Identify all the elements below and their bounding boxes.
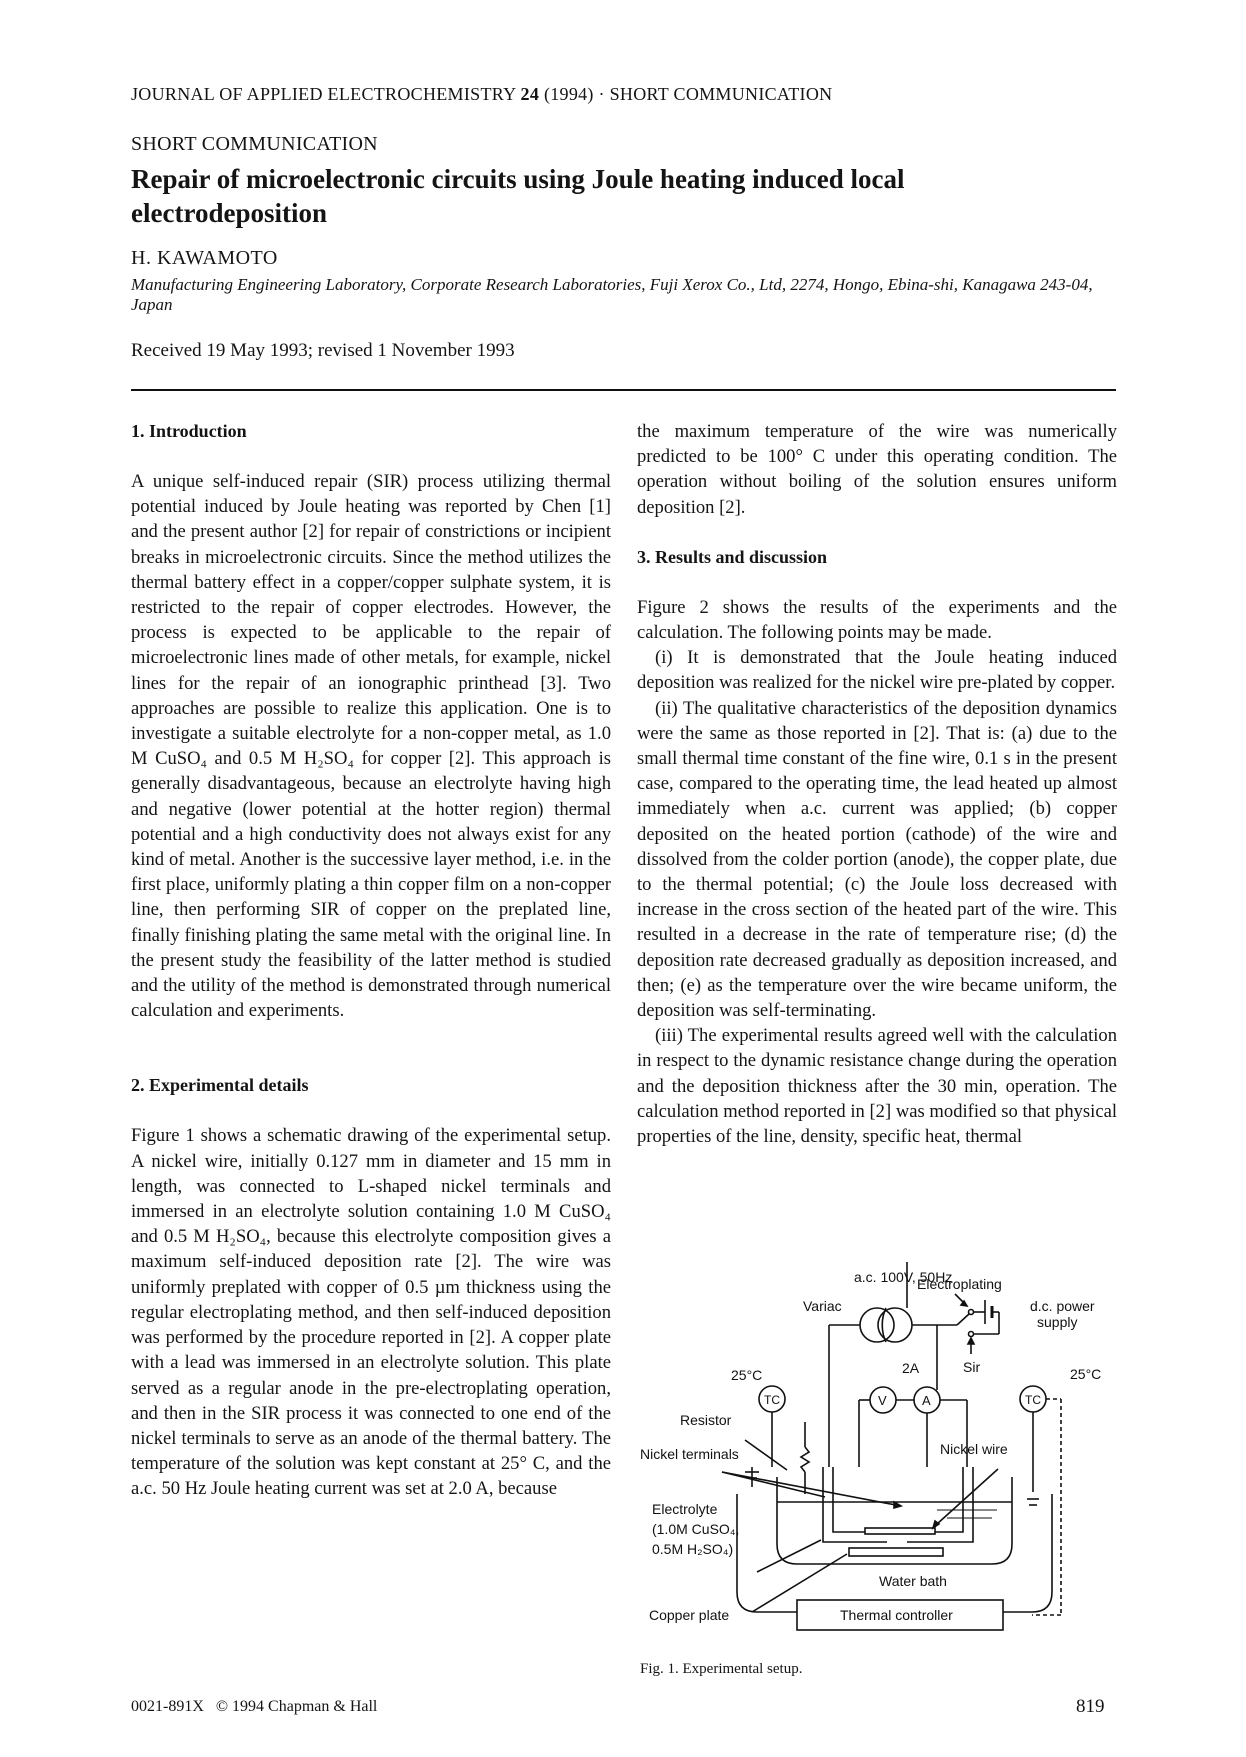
voltmeter-label: V	[878, 1393, 887, 1408]
nickel-wire-label: Nickel wire	[940, 1441, 1008, 1457]
author-affiliation: Manufacturing Engineering Laboratory, Corporate Research Laboratories, Fuji Xerox Co., Ltd, 2274, Hongo, Ebina-shi, Kanagawa 243-04, Japan	[131, 275, 1093, 314]
results-paragraph-1: Figure 2 shows the results of the experiments and the calculation. The following points may be made.	[637, 596, 1117, 644]
page-number: 819	[1076, 1696, 1105, 1717]
journal-name: JOURNAL OF APPLIED ELECTROCHEMISTRY	[131, 84, 516, 104]
header-divider	[131, 389, 1116, 391]
experimental-heading: 2. Experimental details	[131, 1075, 309, 1096]
article-type-label: SHORT COMMUNICATION	[131, 133, 378, 155]
results-paragraph-4: (iii) The experimental results agreed well with the calculation in respect to the dynamic resistance change during the operation and the deposition thickness after the 30 min, operation. The calculation method reported in [2] was modified so that physical properties of the line, density, specific heat, thermal	[637, 1025, 1117, 1148]
electrolyte-label-line3: 0.5M H₂SO₄)	[652, 1541, 734, 1557]
variac-coil-right	[878, 1308, 912, 1342]
copper-plate-label: Copper plate	[649, 1607, 730, 1623]
experimental-paragraph-continued: the maximum temperature of the wire was numerically predicted to be 100° C under this operating condition. The operation without boiling of the solution ensures uniform deposition [2].	[637, 421, 1117, 518]
left-column	[131, 419, 611, 1502]
author-name: H. KAWAMOTO	[131, 247, 278, 269]
issn-code: 0021-891X	[131, 1698, 204, 1715]
thermal-controller-label: Thermal controller	[840, 1607, 953, 1623]
intro-heading: 1. Introduction	[131, 421, 247, 441]
intro-paragraph: A unique self-induced repair (SIR) process utilizing thermal potential induced by Joule heating was reported by Chen [1] and the present author [2] for repair of constrictions or incipient breaks in microelectronic circuits. Since the method utilizes the thermal battery effect in a copper/copper sulphate system, it is restricted to the repair of copper electrodes. However, the process is expected to be applicable to the repair of microelectronic lines made of other metals, for example, nickel lines for the repair of an ionographic printhead [3]. Two approaches are possible to realize this application. One is to investigate a suitable electrolyte for a non-copper metal, as 1.0 M CuSO₄ and 0.5 M H₂SO₄ for copper [2]. This approach is generally disadvantageous, because an electrolyte having high and negative (lower potential at the hotter region) thermal potential and a high conductivity does not always exist for any kind of metal. Another is the successive layer method, i.e. in the first place, uniformly plating a thin copper film on a non-copper line, then performing SIR of copper on the preplated line, finally finishing plating the same metal with the original line. In the present study the feasibility of the latter method is studied and the utility of the method is demonstrated through numerical calculation and experiments.	[131, 471, 611, 1022]
dc-supply-label-line2: supply	[1037, 1314, 1078, 1330]
resistor-label: Resistor	[680, 1412, 732, 1428]
article-title: Repair of microelectronic circuits using Joule heating induced local electrodeposition	[131, 164, 905, 228]
received-dates: Received 19 May 1993; revised 1 November 1993	[131, 340, 515, 361]
current-label: 2A	[902, 1360, 920, 1376]
temp-left-label: 25°C	[731, 1367, 763, 1383]
nickel-terminals-label: Nickel terminals	[640, 1446, 739, 1462]
ammeter-label: A	[922, 1393, 931, 1408]
temp-right-label: 25°C	[1070, 1366, 1102, 1382]
electroplating-label: Electroplating	[917, 1276, 1002, 1292]
tc-left-label: TC	[764, 1393, 780, 1407]
results-heading: 3. Results and discussion	[637, 546, 828, 567]
variac-label: Variac	[803, 1298, 842, 1314]
ac-supply-label: a.c. 100V, 50Hz	[854, 1269, 953, 1285]
electrolyte-label-line1: Electrolyte	[652, 1501, 718, 1517]
results-paragraph-2: (i) It is demonstrated that the Joule heating induced deposition was realized for the nickel wire pre-plated by copper.	[637, 647, 1117, 694]
results-paragraph-3: (ii) The qualitative characteristics of the deposition dynamics were the same as those reported in [2]. That is: (a) due to the small thermal time constant of the fine wire, 0.1 s in the present case, compared to the operating time, the lead heated up almost immediately when a.c. current was applied; (b) copper deposited on the heated portion (cathode) of the wire and dissolved from the colder portion (anode), the copper plate, due to the thermal potential; (c) the Joule loss decreased with increase in the cross section of the heated part of the wire. This resulted in a decrease in the rate of temperature rise; (d) the deposition rate decreased gradually as deposition increased, and then; (e) as the temperature over the wire became uniform, the deposition was self-terminating.	[637, 697, 1117, 1022]
setup-diagram	[637, 1262, 1117, 1658]
water-bath-label: Water bath	[879, 1573, 947, 1589]
electrolyte-label-line2: (1.0M CuSO₄,	[652, 1521, 740, 1537]
tc-right-label: TC	[1025, 1393, 1041, 1407]
experimental-paragraph: Figure 1 shows a schematic drawing of the experimental setup. A nickel wire, initially 0.127 mm in diameter and 15 mm in length, was connected to L-shaped nickel terminals and immersed in an electrolyte solution containing 1.0 M CuSO₄ and 0.5 M H₂SO₄, because this electrolyte composition gives a maximum self-induced deposition rate [2]. The wire was uniformly preplated with copper of 0.5 µm thickness using the regular electroplating method, and then self-induced deposition was performed by the procedure reported in [2]. A copper plate with a lead was immersed in an electrolyte solution. This plate served as a regular anode in the pre-electroplating operation, and then in the SIR process it was connected to one end of the nickel terminals to serve as an anode of the thermal battery. The temperature of the solution was kept constant at 25° C, and the a.c. 50 Hz Joule heating current was set at 2.0 A, because	[131, 1125, 611, 1500]
journal-year-type: (1994) · SHORT COMMUNICATION	[543, 84, 833, 104]
footer-code-copyright	[131, 1698, 377, 1716]
dc-supply-label-line1: d.c. power	[1030, 1298, 1095, 1314]
journal-volume: 24	[520, 84, 540, 104]
variac-coil-left	[860, 1308, 894, 1342]
running-head	[131, 84, 832, 105]
figure-experimental-setup	[637, 1262, 1117, 1658]
right-column	[637, 419, 1117, 1149]
sir-label: Sir	[963, 1359, 981, 1375]
copyright-notice: © 1994 Chapman & Hall	[215, 1698, 378, 1715]
figure-caption: Fig. 1. Experimental setup.	[640, 1661, 803, 1677]
